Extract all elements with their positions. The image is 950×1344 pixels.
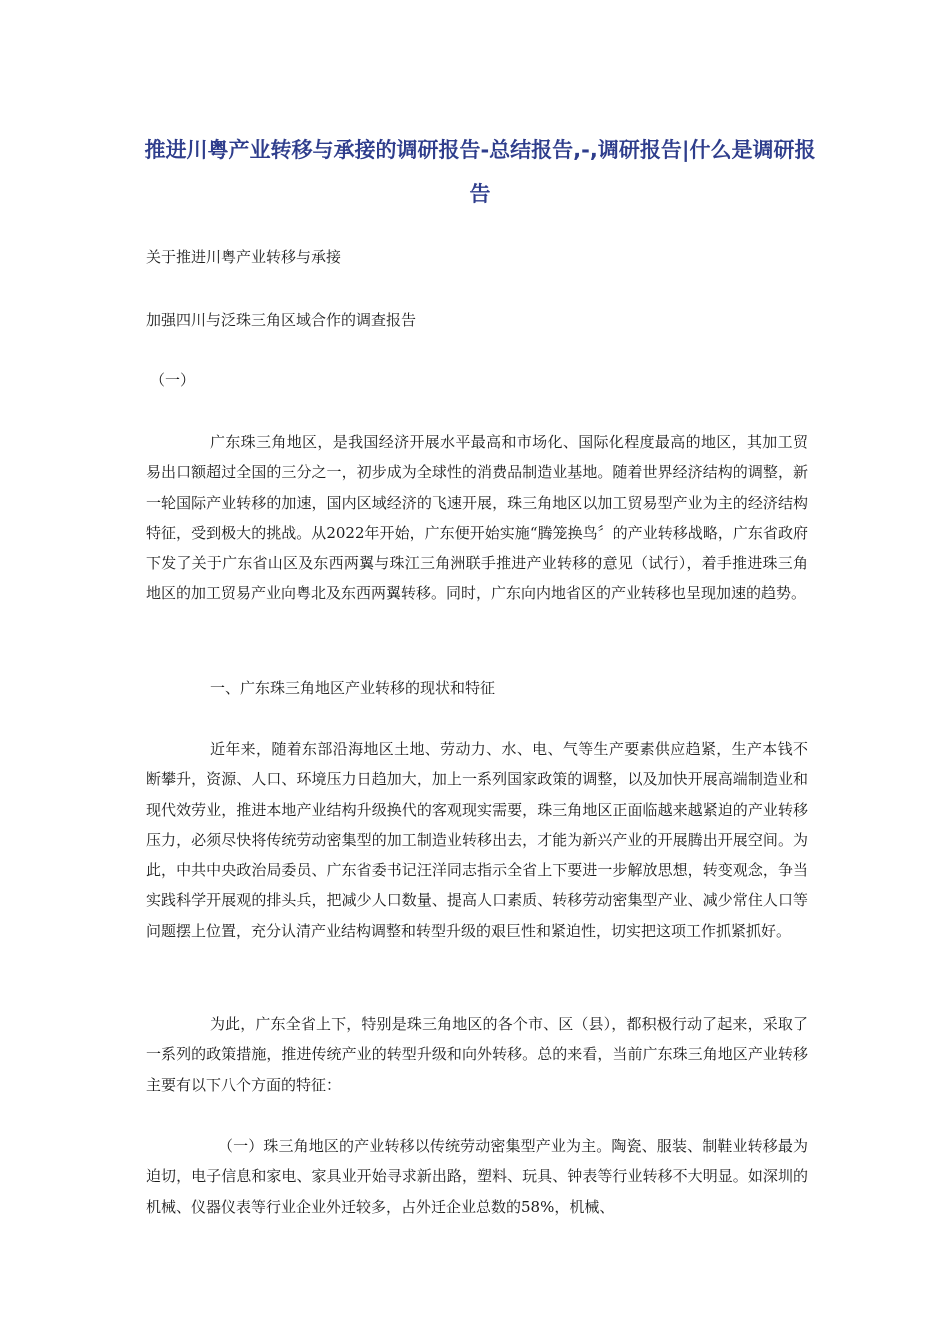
section-heading-1: 一、广东珠三角地区产业转移的现状和特征 [210,679,496,697]
paragraph-feature-1: （一）珠三角地区的产业转移以传统劳动密集型产业为主。陶瓷、服装、制鞋业转移最为迫切，电子信息和家电、家具业开始寻求新出路，塑料、玩具、钟表等行业转移不大明显。如深圳的机械、仪器仪表等行业企业外迁较多，占外迁企业总数的58%，机械、 [146,1137,808,1216]
section-marker: （一） [150,371,196,389]
paragraph-measures: 为此，广东全省上下，特别是珠三角地区的各个市、区（县），都积极行动了起来，采取了一系列的政策措施，推进传统产业的转型升级和向外转移。总的来看，当前广东珠三角地区产业转移主要有以下八个方面的特征： [146,1015,808,1094]
subtitle-line-1: 关于推进川粤产业转移与承接 [146,248,342,266]
paragraph-intro: 广东珠三角地区，是我国经济开展水平最高和市场化、国际化程度最高的地区，其加工贸易出口额超过全国的三分之一，初步成为全球性的消费品制造业基地。随着世界经济结构的调整，新一轮国际产业转移的加速，国内区域经济的飞速开展，珠三角地区以加工贸易型产业为主的经济结构特征，受到极大的挑战。从2022年开始，广东便开始实施“腾笼换鸟〞的产业转移战略，广东省政府下发了关于广东省山区及东西两翼与珠江三角洲联手推进产业转移的意见（试行），着手推进珠三角地区的加工贸易产业向粤北及东西两翼转移。同时，广东向内地省区的产业转移也呈现加速的趋势。 [146,433,808,603]
paragraph-background: 近年来，随着东部沿海地区土地、劳动力、水、电、气等生产要素供应趋紧，生产本钱不断攀升，资源、人口、环境压力日趋加大，加上一系列国家政策的调整，以及加快开展高端制造业和现代效劳业，推进本地产业结构升级换代的客观现实需要，珠三角地区正面临越来越紧迫的产业转移压力，必须尽快将传统劳动密集型的加工制造业转移出去，才能为新兴产业的开展腾出开展空间。为此，中共中央政治局委员、广东省委书记汪洋同志指示全省上下要进一步解放思想，转变观念，争当实践科学开展观的排头兵，把减少人口数量、提高人口素质、转移劳动密集型产业、减少常住人口等问题摆上位置，充分认清产业结构调整和转型升级的艰巨性和紧迫性，切实把这项工作抓紧抓好。 [146,740,808,940]
document-title: 推进川粤产业转移与承接的调研报告-总结报告,-,调研报告|什么是调研报告 [144,138,816,206]
subtitle-line-2: 加强四川与泛珠三角区域合作的调查报告 [146,311,417,329]
